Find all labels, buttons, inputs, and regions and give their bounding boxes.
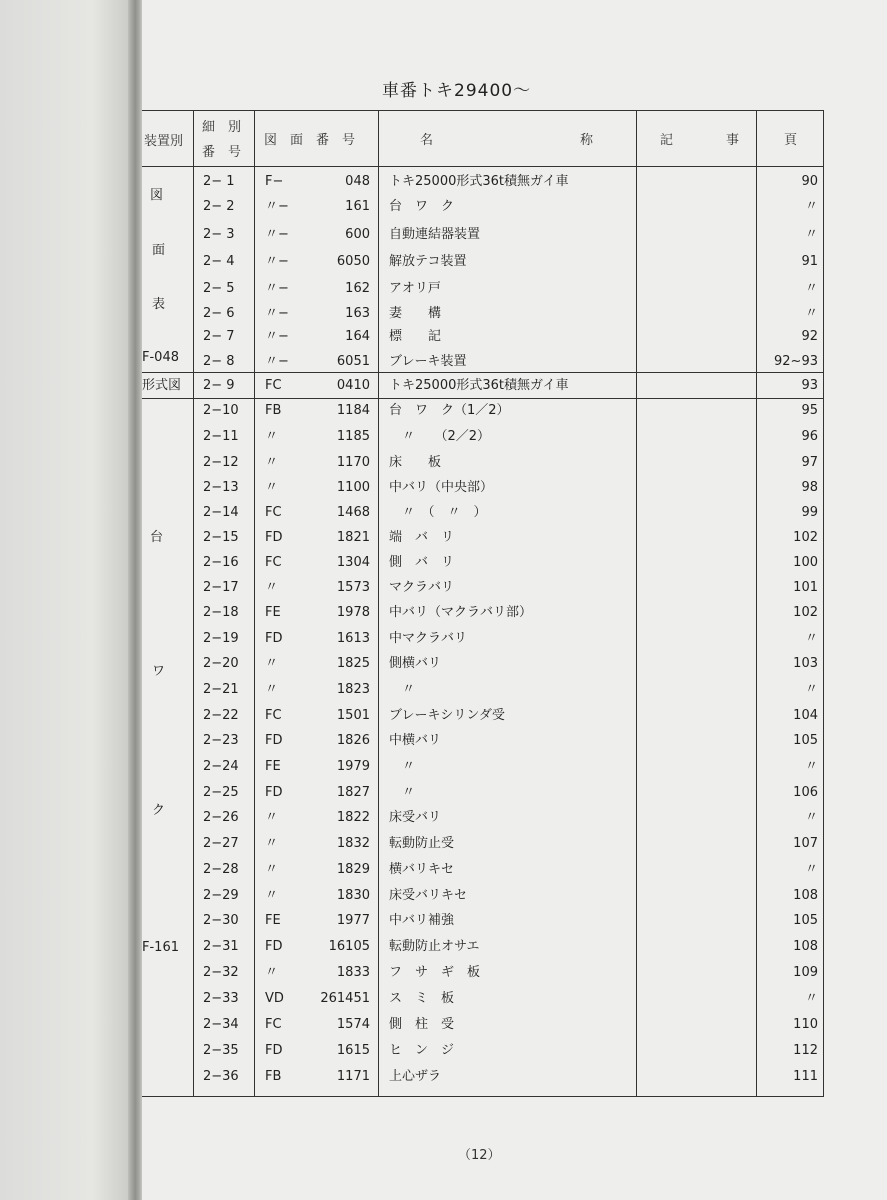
header-name-right: 称: [580, 133, 594, 148]
row-name: トキ25000形式36t積無ガイ車: [389, 378, 569, 393]
row-num: 1979: [336, 759, 370, 774]
row-name: ヒ ン ジ: [389, 1043, 455, 1058]
row-num: 164: [345, 329, 370, 344]
row-no: 2− 2: [203, 199, 235, 214]
row-no: 2−30: [203, 913, 239, 928]
row-name: 〃: [389, 759, 416, 774]
row-name: フ サ ギ 板: [389, 965, 481, 980]
row-num: 1826: [336, 733, 370, 748]
row-prefix: 〃−: [265, 254, 289, 269]
row-num: 1827: [336, 785, 370, 800]
row-num: 6051: [336, 354, 370, 369]
col-rule-3: [378, 110, 379, 1097]
row-page: 92~93: [774, 354, 818, 369]
row-num: 1171: [336, 1069, 370, 1084]
header-page: 頁: [784, 133, 798, 148]
row-prefix: FB: [265, 403, 282, 418]
row-no: 2−12: [203, 455, 239, 470]
header-note-left: 記: [660, 133, 674, 148]
row-prefix: FD: [265, 939, 283, 954]
row-page: 108: [793, 939, 818, 954]
row-page: 〃: [804, 862, 818, 877]
row-num: 1822: [336, 810, 370, 825]
row-num: 1100: [336, 480, 370, 495]
row-num: 1501: [336, 708, 370, 723]
row-page: 101: [793, 580, 818, 595]
row-page: 97: [801, 455, 818, 470]
group-label: 形式図: [142, 378, 182, 393]
row-name: 中バリ（マクラバリ部）: [389, 605, 533, 620]
row-page: 91: [801, 254, 818, 269]
row-name: 側 柱 受: [389, 1017, 455, 1032]
row-prefix: 〃−: [265, 281, 289, 296]
header-item-no-top: 細 別: [202, 120, 242, 135]
row-page: 〃: [804, 199, 818, 214]
row-prefix: FE: [265, 759, 281, 774]
row-name: ス ミ 板: [389, 991, 455, 1006]
row-prefix: 〃−: [265, 227, 289, 242]
row-num: 1170: [336, 455, 370, 470]
row-page: 〃: [804, 810, 818, 825]
row-name: 自動連結器装置: [389, 227, 481, 242]
row-page: 90: [801, 174, 818, 189]
row-prefix: FB: [265, 1069, 282, 1084]
col-rule-5: [756, 110, 757, 1097]
header-name-left: 名: [420, 133, 434, 148]
row-num: 16105: [328, 939, 370, 954]
row-no: 2−14: [203, 505, 239, 520]
row-prefix: 〃: [265, 810, 279, 825]
row-num: 1574: [336, 1017, 370, 1032]
row-name: 〃: [389, 682, 416, 697]
row-prefix: FE: [265, 913, 281, 928]
row-name: 妻 構: [389, 306, 442, 321]
row-no: 2−24: [203, 759, 239, 774]
row-name: マクラバリ: [389, 580, 455, 595]
row-no: 2−34: [203, 1017, 239, 1032]
row-page: 〃: [804, 227, 818, 242]
row-name: ブレーキシリンダ受: [389, 708, 505, 723]
row-page: 99: [801, 505, 818, 520]
group-label: ワ: [152, 664, 166, 679]
row-prefix: FC: [265, 505, 282, 520]
row-prefix: 〃: [265, 455, 279, 470]
col-rule-2: [254, 110, 255, 1097]
row-prefix: 〃: [265, 656, 279, 671]
row-page: 111: [793, 1069, 818, 1084]
row-num: 163: [345, 306, 370, 321]
row-num: 1832: [336, 836, 370, 851]
row-no: 2−16: [203, 555, 239, 570]
row-num: 6050: [336, 254, 370, 269]
row-no: 2−36: [203, 1069, 239, 1084]
row-page: 104: [793, 708, 818, 723]
row-no: 2−17: [203, 580, 239, 595]
row-no: 2− 9: [203, 378, 235, 393]
row-name: 床受バリキセ: [389, 888, 468, 903]
row-page: 102: [793, 530, 818, 545]
row-num: 1829: [336, 862, 370, 877]
row-name: 端 バ リ: [389, 530, 455, 545]
row-no: 2−29: [203, 888, 239, 903]
section-rule-2: [142, 398, 824, 399]
row-num: 1830: [336, 888, 370, 903]
row-name: トキ25000形式36t積無ガイ車: [389, 174, 569, 189]
row-page: 〃: [804, 631, 818, 646]
group-label: 台: [150, 530, 164, 545]
header-group: 装置別: [144, 134, 184, 149]
row-name: 側 バ リ: [389, 555, 455, 570]
row-num: 161: [345, 199, 370, 214]
row-num: 1304: [336, 555, 370, 570]
page-number: （12）: [458, 1148, 501, 1163]
row-no: 2−23: [203, 733, 239, 748]
row-num: 1978: [336, 605, 370, 620]
row-prefix: FC: [265, 555, 282, 570]
row-name: 〃 （ 〃 ）: [389, 505, 487, 520]
row-no: 2−18: [203, 605, 239, 620]
row-no: 2−22: [203, 708, 239, 723]
row-num: 1185: [336, 429, 370, 444]
row-name: 側横バリ: [389, 656, 442, 671]
row-name: 床受バリ: [389, 810, 442, 825]
row-name: ブレーキ装置: [389, 354, 467, 369]
row-prefix: 〃: [265, 888, 279, 903]
row-num: 1613: [336, 631, 370, 646]
group-label: 図: [150, 188, 164, 203]
row-prefix: 〃−: [265, 329, 289, 344]
row-no: 2− 3: [203, 227, 235, 242]
row-num: 1615: [336, 1043, 370, 1058]
row-name: 台 ワ ク（1／2）: [389, 403, 510, 418]
row-page: 106: [793, 785, 818, 800]
row-no: 2−11: [203, 429, 239, 444]
header-drawing-no: 図 面 番 号: [264, 133, 356, 148]
row-prefix: VD: [265, 991, 284, 1006]
row-no: 2−10: [203, 403, 239, 418]
row-page: 96: [801, 429, 818, 444]
row-page: 95: [801, 403, 818, 418]
row-name: 台 ワ ク: [389, 199, 455, 214]
row-num: 1977: [336, 913, 370, 928]
row-page: 〃: [804, 281, 818, 296]
row-prefix: 〃: [265, 836, 279, 851]
row-name: 〃 （2／2）: [389, 429, 491, 444]
row-prefix: 〃: [265, 580, 279, 595]
row-page: 103: [793, 656, 818, 671]
row-num: 600: [345, 227, 370, 242]
row-no: 2−28: [203, 862, 239, 877]
row-no: 2−19: [203, 631, 239, 646]
row-no: 2− 5: [203, 281, 235, 296]
group-label: F-161: [142, 940, 179, 955]
row-num: 1825: [336, 656, 370, 671]
row-prefix: FD: [265, 1043, 283, 1058]
row-prefix: 〃: [265, 862, 279, 877]
group-label: F-048: [142, 350, 179, 365]
row-prefix: 〃: [265, 965, 279, 980]
row-prefix: FD: [265, 733, 283, 748]
row-no: 2−27: [203, 836, 239, 851]
row-no: 2−15: [203, 530, 239, 545]
row-no: 2−20: [203, 656, 239, 671]
row-page: 92: [801, 329, 818, 344]
row-no: 2−32: [203, 965, 239, 980]
row-page: 〃: [804, 306, 818, 321]
page-title: 車番トキ29400〜: [382, 81, 532, 101]
row-no: 2−25: [203, 785, 239, 800]
row-num: 162: [345, 281, 370, 296]
row-page: 110: [793, 1017, 818, 1032]
row-prefix: 〃: [265, 480, 279, 495]
group-label: ク: [152, 803, 166, 818]
row-no: 2− 7: [203, 329, 235, 344]
row-name: 解放テコ装置: [389, 254, 467, 269]
row-page: 〃: [804, 991, 818, 1006]
table-bottom-rule: [142, 1096, 824, 1097]
header-bottom-rule: [142, 166, 824, 167]
row-prefix: F−: [265, 174, 284, 189]
row-num: 1184: [336, 403, 370, 418]
row-name: 転動防止オサエ: [389, 939, 480, 954]
row-prefix: FD: [265, 530, 283, 545]
row-page: 〃: [804, 682, 818, 697]
row-num: 1823: [336, 682, 370, 697]
row-no: 2− 6: [203, 306, 235, 321]
facing-page: [0, 0, 132, 1200]
row-num: 1468: [336, 505, 370, 520]
row-num: 1833: [336, 965, 370, 980]
row-num: 1821: [336, 530, 370, 545]
row-page: 100: [793, 555, 818, 570]
row-prefix: 〃: [265, 429, 279, 444]
row-name: 〃: [389, 785, 416, 800]
row-no: 2−31: [203, 939, 239, 954]
row-no: 2− 1: [203, 174, 235, 189]
row-name: 標 記: [389, 329, 442, 344]
row-page: 98: [801, 480, 818, 495]
row-page: 93: [801, 378, 818, 393]
row-num: 261451: [320, 991, 370, 1006]
row-num: 1573: [336, 580, 370, 595]
row-num: 048: [345, 174, 370, 189]
row-name: 上心ザラ: [389, 1069, 442, 1084]
row-name: 中バリ補強: [389, 913, 455, 928]
row-no: 2− 4: [203, 254, 235, 269]
row-prefix: FD: [265, 785, 283, 800]
row-prefix: FC: [265, 708, 282, 723]
row-no: 2−35: [203, 1043, 239, 1058]
row-prefix: 〃: [265, 682, 279, 697]
row-no: 2−33: [203, 991, 239, 1006]
row-no: 2− 8: [203, 354, 235, 369]
col-rule-6: [823, 110, 824, 1097]
row-page: 102: [793, 605, 818, 620]
header-item-no-bottom: 番 号: [202, 145, 242, 160]
row-name: 中マクラバリ: [389, 631, 468, 646]
col-rule-4: [636, 110, 637, 1097]
section-rule-1: [142, 372, 824, 373]
group-label: 表: [152, 297, 166, 312]
row-prefix: FD: [265, 631, 283, 646]
row-page: 112: [793, 1043, 818, 1058]
row-prefix: FE: [265, 605, 281, 620]
row-name: アオリ戸: [389, 281, 441, 296]
row-no: 2−13: [203, 480, 239, 495]
row-num: 0410: [336, 378, 370, 393]
row-no: 2−26: [203, 810, 239, 825]
row-page: 107: [793, 836, 818, 851]
row-name: 転動防止受: [389, 836, 455, 851]
row-name: 床 板: [389, 455, 442, 470]
row-prefix: 〃−: [265, 199, 289, 214]
row-page: 105: [793, 913, 818, 928]
row-page: 〃: [804, 759, 818, 774]
row-page: 108: [793, 888, 818, 903]
row-page: 105: [793, 733, 818, 748]
header-note-right: 事: [726, 133, 740, 148]
group-label: 面: [152, 243, 166, 258]
row-prefix: 〃−: [265, 354, 289, 369]
row-prefix: 〃−: [265, 306, 289, 321]
header-top-rule: [142, 110, 824, 111]
row-prefix: FC: [265, 378, 282, 393]
row-prefix: FC: [265, 1017, 282, 1032]
row-name: 横バリキセ: [389, 862, 455, 877]
row-page: 109: [793, 965, 818, 980]
row-no: 2−21: [203, 682, 239, 697]
row-name: 中横バリ: [389, 733, 442, 748]
row-name: 中バリ（中央部）: [389, 480, 494, 495]
col-rule-1: [193, 110, 194, 1097]
